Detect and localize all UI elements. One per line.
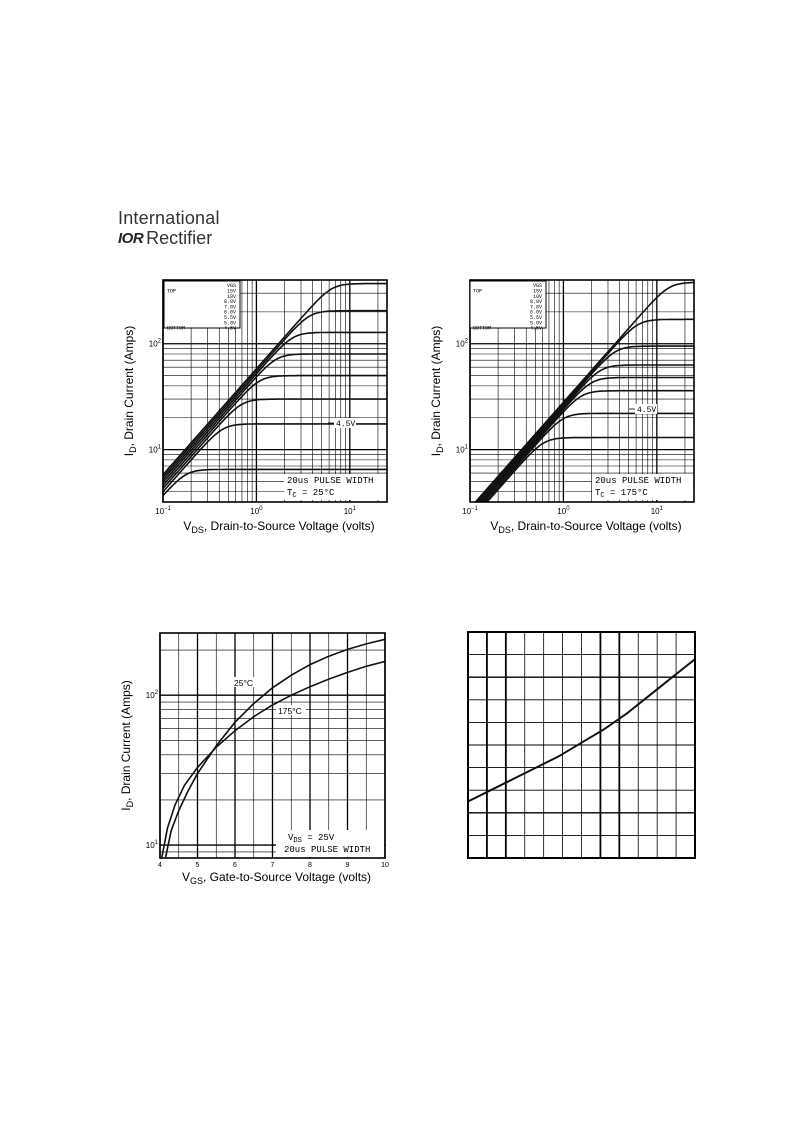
legend-header: VGS [226, 283, 236, 289]
series-group [162, 639, 385, 857]
x-tick-label: 8 [308, 862, 312, 869]
series-line-0 [166, 639, 385, 857]
legend-row-value: 10V [226, 293, 236, 300]
x-tick-label: $10^{-1}$ [155, 506, 171, 516]
note-case-temp: $T_C = 25^\circ C$ [287, 488, 335, 500]
x-tick-label: $10^0$ [557, 506, 570, 516]
note-pulse-width: 20us PULSE WIDTH [287, 476, 374, 486]
legend-row-tag: TOP [167, 288, 177, 295]
legend-row-value: 7.0V [529, 304, 542, 311]
annotation-label: 4.5V [336, 420, 356, 429]
x-tick-label: 5 [195, 862, 200, 869]
x-tick-label: $10^1$ [343, 506, 356, 516]
y-tick-label: $10^1$ [455, 444, 468, 455]
y-tick-label: $10^2$ [455, 338, 468, 349]
legend-row-value: 5.0V [529, 320, 542, 327]
note-vds: $V_{DS} = 25V$ [288, 833, 335, 845]
note-case-temp: $T_C = 175^\circ C$ [595, 488, 648, 500]
brand-mark: IOR [118, 229, 144, 247]
legend-row-value: 4.5V [223, 325, 236, 332]
x-axis-label: $V_{DS}$, Drain-to-Source Voltage (volts) [183, 519, 375, 535]
x-tick-label: 7 [270, 862, 275, 869]
legend-row-tag: BOTTOM [473, 325, 492, 332]
note-pulse-width: 20us PULSE WIDTH [284, 845, 371, 855]
legend-row-value: 5.0V [223, 320, 236, 327]
x-axis-label: $V_{DS}$, Drain-to-Source Voltage (volts) [490, 519, 682, 535]
legend-row-value: 6.0V [529, 309, 542, 316]
x-tick-label: 10 [381, 862, 389, 869]
legend-header: VGS [532, 283, 542, 289]
x-tick-label: 4 [158, 862, 162, 869]
legend-row-value: 10V [532, 293, 542, 300]
label-25c-text: 25°C [234, 678, 253, 688]
series-line-1 [163, 311, 387, 477]
legend-row-value: 6.0V [223, 309, 236, 316]
brand-name-line2: Rectifier [146, 227, 213, 248]
blank-grid-chart [462, 628, 702, 864]
x-axis-label: $V_{GS}$, Gate-to-Source Voltage (volts) [181, 870, 372, 886]
label-175c-text: 175°C [278, 706, 302, 716]
x-tick-label: 9 [345, 862, 350, 869]
legend [164, 281, 240, 332]
legend-row-value: 15V [532, 288, 542, 295]
legend-row-value: 8.0V [223, 299, 236, 306]
y-axis-label: $I_D$, Drain Current (Amps) [122, 325, 138, 457]
output-characteristics-175c-chart [420, 268, 710, 540]
note-pulse-width: 20us PULSE WIDTH [595, 476, 682, 486]
legend-row-value: 7.0V [223, 304, 236, 311]
brand-name-line1: International [118, 208, 220, 228]
notes [592, 474, 693, 500]
y-axis-label: $I_D$, Drain Current (Amps) [119, 680, 135, 811]
legend-row-value: 15V [226, 288, 236, 295]
grid [468, 632, 695, 858]
legend-row-value: 8.0V [529, 299, 542, 306]
legend-row-tag: TOP [473, 288, 483, 295]
legend-row-value: 5.5V [529, 315, 542, 321]
x-tick-label: $10^0$ [250, 506, 263, 516]
y-tick-label: $10^2$ [145, 690, 158, 701]
brand-logo [118, 208, 248, 248]
annotation-label: 4.5V [637, 406, 657, 415]
transfer-characteristics-chart [118, 625, 408, 893]
series-line-1 [162, 661, 385, 857]
legend [470, 281, 546, 332]
y-tick-label: $10^1$ [145, 840, 158, 851]
grid [160, 633, 385, 858]
y-tick-label: $10^2$ [148, 338, 161, 349]
label-175c [276, 705, 306, 716]
y-axis-label: $I_D$, Drain Current (Amps) [429, 325, 445, 457]
legend-row-value: 5.5V [223, 315, 236, 321]
output-characteristics-25c-chart [118, 270, 408, 540]
notes [284, 474, 386, 500]
legend-row-value: 4.5V [529, 325, 542, 332]
legend-row-tag: BOTTOM [167, 325, 186, 332]
brand-name-line2-row [118, 229, 212, 247]
label-25c [232, 677, 258, 688]
y-tick-label: $10^1$ [148, 444, 161, 455]
x-tick-label: $10^{-1}$ [462, 506, 478, 516]
x-tick-label: $10^1$ [650, 506, 663, 516]
notes [276, 830, 384, 857]
x-tick-label: 6 [233, 862, 237, 869]
